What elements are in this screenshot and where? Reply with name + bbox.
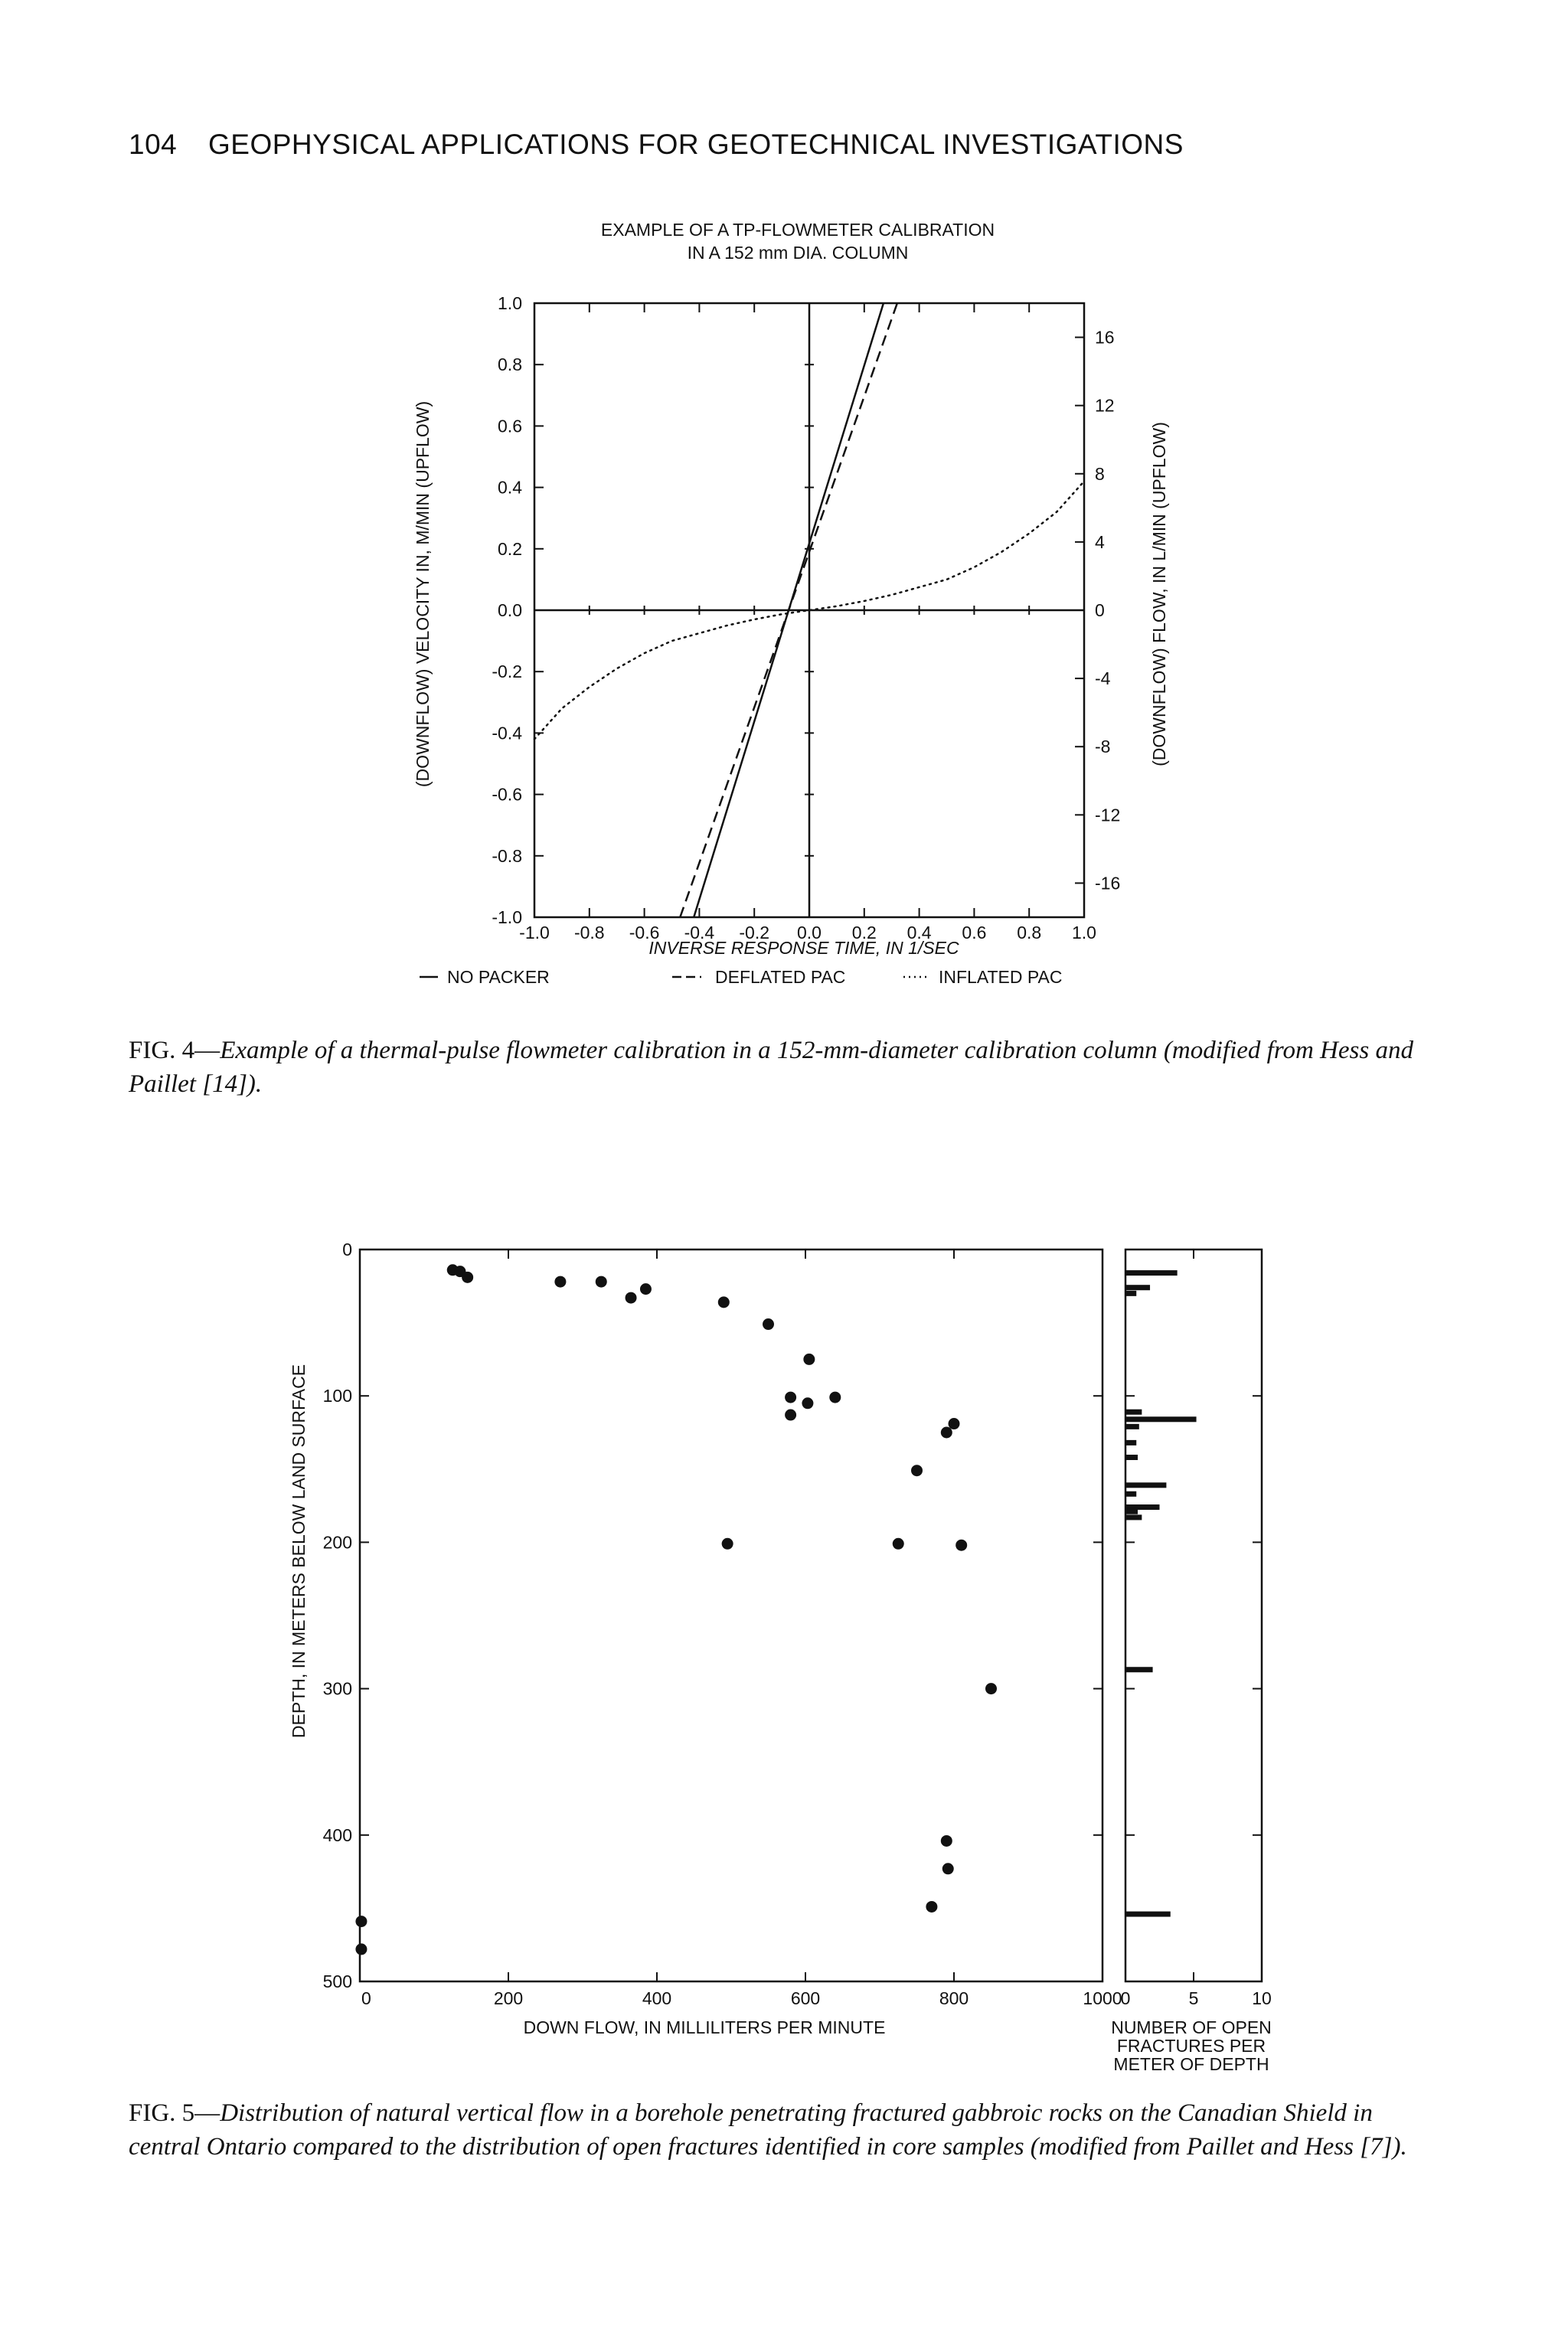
page-number: 104	[129, 129, 178, 160]
fig4-x-tick-label: -0.6	[629, 923, 660, 942]
fig4-y2-tick-label: -16	[1095, 873, 1121, 893]
fig5-caption-text: Distribution of natural vertical flow in a borehole penetrating fractured gabbroic rocks on the Canadian Shield in central Ontario compared to the distribution of open fractures identified in core samples (modified from Paillet and Hess [7]).	[129, 2099, 1407, 2161]
fig5-fracture-bar	[1125, 1482, 1166, 1488]
fig4-y-tick-label: 0.2	[498, 538, 522, 559]
fig5-ylabel: DEPTH, IN METERS BELOW LAND SURFACE	[289, 1364, 309, 1739]
running-head-title: GEOPHYSICAL APPLICATIONS FOR GEOTECHNICAL INVESTIGATIONS	[208, 129, 1184, 160]
fig5-data-point	[829, 1392, 841, 1403]
fig5-data-point	[942, 1863, 954, 1874]
fig5-data-point	[926, 1901, 937, 1913]
fig5-y-tick-label: 500	[322, 1971, 352, 1991]
fig5-fracture-bar	[1125, 1514, 1142, 1520]
fig5-fracture-x-tick-label: 0	[1120, 1988, 1131, 2008]
fig5-data-point	[785, 1392, 796, 1403]
fig5-y-tick-label: 100	[322, 1386, 352, 1406]
fig4-x-tick-label: 0.8	[1017, 923, 1042, 942]
fig4-y2-tick-label: -8	[1095, 737, 1111, 757]
fig4-y-tick-label: 0.8	[498, 354, 522, 375]
legend-inflated-pac: INFLATED PAC	[939, 967, 1063, 987]
fig4-x-tick-label: -0.8	[573, 923, 605, 942]
fig5-data-point	[893, 1538, 904, 1550]
fig4-x-tick-label: -0.2	[739, 923, 770, 942]
fig5-fracture-bar	[1125, 1270, 1178, 1276]
fig4-y2-tick-label: -4	[1095, 668, 1111, 689]
fig5-data-point	[802, 1397, 813, 1409]
fig5-y-tick-label: 400	[322, 1824, 352, 1845]
fig5-y-tick-label: 200	[322, 1532, 352, 1553]
figure-5-caption	[129, 2096, 1446, 2164]
fig5-y-tick-label: 0	[342, 1240, 352, 1259]
fig5-data-point	[626, 1292, 637, 1304]
fig5-fracture-bar	[1125, 1291, 1136, 1296]
fig4-ylabel-left: (DOWNFLOW) VELOCITY IN, M/MIN (UPFLOW)	[413, 400, 433, 788]
fig4-y2-tick-label: 8	[1095, 463, 1105, 484]
fig5-data-point	[763, 1318, 774, 1330]
fig4-y2-tick-label: 12	[1095, 395, 1115, 416]
fig4-x-tick-label: 0.4	[906, 923, 932, 942]
fig4-y-tick-label: -0.4	[492, 723, 522, 743]
fig5-fracture-x-tick-label: 10	[1252, 1988, 1272, 2008]
legend-no-packer: NO PACKER	[447, 967, 550, 987]
fig4-x-tick-label: -1.0	[519, 923, 550, 942]
fig4-caption-label: FIG. 4—	[129, 1037, 220, 1064]
fig5-fracture-bar	[1125, 1509, 1138, 1514]
fig5-data-point	[554, 1276, 566, 1288]
fig5-data-point	[718, 1296, 730, 1308]
fig5-data-point	[355, 1916, 367, 1927]
fig4-y-tick-label: 0.0	[498, 600, 522, 620]
fig5-data-point	[956, 1540, 967, 1551]
fig5-fracture-plot-frame	[1125, 1250, 1262, 1981]
fig5-data-point	[985, 1683, 997, 1694]
fig4-y-tick-label: -1.0	[492, 907, 522, 927]
fig4-y2-tick-label: 4	[1095, 531, 1105, 552]
fig5-data-point	[941, 1427, 952, 1439]
fig5-fracture-bar	[1125, 1410, 1142, 1415]
fig4-y-tick-label: -0.8	[492, 845, 522, 866]
fig4-ylabel-right: (DOWNFLOW) FLOW, IN L/MIN (UPFLOW)	[1149, 422, 1169, 766]
fig5-fracture-bar	[1125, 1285, 1150, 1290]
fig5-right-xlabel-line1: NUMBER OF OPEN	[1111, 2017, 1272, 2037]
fig4-x-tick-label: 0.0	[797, 923, 822, 942]
fig5-fracture-x-tick-label: 5	[1188, 1988, 1199, 2008]
fig4-y-tick-label: 0.6	[498, 416, 522, 436]
fig5-x-tick-label: 600	[790, 1988, 821, 2008]
fig5-data-point	[462, 1272, 473, 1283]
fig5-fracture-bar	[1125, 1667, 1153, 1672]
fig4-y2-tick-label: -12	[1095, 805, 1121, 825]
fig5-plot-frame	[360, 1250, 1102, 1981]
fig4-y-tick-label: 1.0	[498, 293, 522, 313]
legend-deflated-pac: DEFLATED PAC	[715, 967, 846, 987]
fig5-data-point	[949, 1418, 960, 1429]
fig4-title-line2: IN A 152 mm DIA. COLUMN	[687, 243, 909, 263]
fig5-x-tick-label: 1000	[1083, 1988, 1122, 2008]
fig4-y2-tick-label: 16	[1095, 327, 1115, 348]
fig5-x-tick-label: 0	[361, 1988, 371, 2008]
fig5-data-point	[785, 1410, 796, 1421]
fig4-x-tick-label: 0.2	[851, 923, 877, 942]
fig5-fracture-bar	[1125, 1912, 1171, 1917]
fig4-xlabel: INVERSE RESPONSE TIME, IN 1/SEC	[648, 938, 959, 958]
fig5-data-point	[640, 1283, 652, 1295]
fig5-xlabel: DOWN FLOW, IN MILLILITERS PER MINUTE	[523, 2017, 886, 2037]
fig5-fracture-bar	[1125, 1440, 1136, 1446]
fig4-y-tick-label: -0.2	[492, 662, 522, 682]
fig5-data-point	[803, 1354, 815, 1365]
fig4-x-tick-label: 1.0	[1072, 923, 1096, 942]
fig5-data-point	[355, 1943, 367, 1955]
fig5-fracture-bar	[1125, 1455, 1138, 1460]
fig5-caption-label: FIG. 5—	[129, 2099, 220, 2127]
fig4-x-tick-label: 0.6	[962, 923, 987, 942]
fig4-y-tick-label: -0.6	[492, 784, 522, 805]
fig5-x-tick-label: 800	[939, 1988, 969, 2008]
fig5-data-point	[911, 1465, 923, 1476]
fig4-y2-tick-label: 0	[1095, 600, 1105, 620]
fig4-y-tick-label: 0.4	[498, 477, 522, 498]
fig4-caption-text: Example of a thermal-pulse flowmeter calibration in a 152-mm-diameter calibration column (modified from Hess and Paillet [14]).	[129, 1037, 1413, 1098]
fig5-fracture-bar	[1125, 1424, 1139, 1429]
fig5-fracture-bar	[1125, 1416, 1197, 1422]
fig5-right-xlabel-line3: METER OF DEPTH	[1113, 2054, 1269, 2074]
fig5-x-tick-label: 200	[493, 1988, 524, 2008]
fig5-data-point	[596, 1276, 607, 1288]
fig5-y-tick-label: 300	[322, 1678, 352, 1699]
fig5-data-point	[941, 1835, 952, 1847]
fig5-data-point	[722, 1538, 733, 1550]
fig4-x-tick-label: -0.4	[684, 923, 715, 942]
fig5-x-tick-label: 400	[642, 1988, 672, 2008]
fig4-title-line1: EXAMPLE OF A TP-FLOWMETER CALIBRATION	[600, 220, 995, 240]
fig5-right-xlabel-line2: FRACTURES PER	[1116, 2036, 1266, 2056]
fig5-fracture-bar	[1125, 1491, 1136, 1497]
